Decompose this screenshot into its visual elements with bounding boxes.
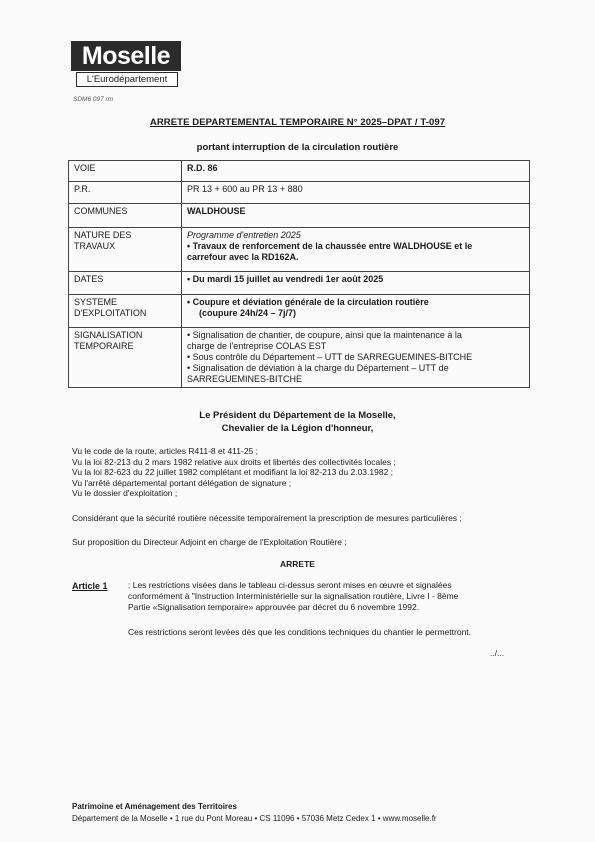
- table-row-signalisation: [69, 328, 530, 388]
- visas-list: [72, 446, 396, 499]
- nature-label: [69, 228, 182, 272]
- signalisation-line-2: charge de l'entreprise COLAS EST: [187, 341, 327, 351]
- continuation-mark: ../...: [490, 648, 505, 658]
- communes-value: WALDHOUSE: [182, 204, 530, 228]
- pr-label: P.R.: [69, 182, 182, 204]
- moselle-logo: [71, 41, 181, 89]
- dates-value: • Du mardi 15 juillet au vendredi 1er août 2025: [182, 272, 530, 295]
- signalisation-line-3: • Sous contrôle du Département – UTT de SARREGUEMINES-BITCHE: [187, 352, 473, 362]
- nature-program: Programme d'entretien 2025: [187, 230, 301, 240]
- nature-line-2: carrefour avec la RD162A.: [187, 252, 299, 262]
- president-heading: [60, 409, 535, 435]
- measures-table: [68, 160, 530, 388]
- president-line-1: Le Président du Département de la Moselle,: [199, 410, 396, 421]
- systeme-line-1: • Coupure et déviation générale de la circulation routière: [187, 297, 429, 307]
- communes-label: COMMUNES: [69, 204, 182, 228]
- systeme-label-1: SYSTEME: [74, 297, 118, 307]
- table-row-voie: [69, 161, 530, 182]
- systeme-label: [69, 295, 182, 328]
- signalisation-label-1: SIGNALISATION: [74, 330, 143, 340]
- article-1-line-1: : Les restrictions visées dans le tableau ci-dessus seront mises en œuvre et signalées: [128, 580, 452, 590]
- signalisation-label-2: TEMPORAIRE: [74, 341, 134, 351]
- systeme-label-2: D'EXPLOITATION: [74, 308, 147, 318]
- signalisation-value: [182, 328, 530, 388]
- footer-organization: Patrimoine et Aménagement des Territoires: [72, 802, 237, 811]
- visa-item: Vu l'arrêté départemental portant délégation de signature ;: [72, 477, 292, 488]
- proposition-paragraph: Sur proposition du Directeur Adjoint en charge de l'Exploitation Routière ;: [72, 537, 347, 547]
- nature-label-1: NATURE DES: [74, 230, 132, 240]
- arrete-heading: ARRETE: [280, 559, 315, 569]
- logo-tagline: L'Eurodépartement: [76, 72, 178, 87]
- handwritten-reference: SDM6 097 rm: [73, 96, 114, 103]
- document-title: ARRETE DEPARTEMENTAL TEMPORAIRE N° 2025–DPAT / T-097: [149, 117, 446, 128]
- table-row-nature: [69, 228, 530, 272]
- nature-label-2: TRAVAUX: [74, 241, 116, 251]
- visa-item: Vu le dossier d'exploitation ;: [72, 488, 178, 498]
- visa-item: Vu le code de la route, articles R411-8 et 411-25 ;: [72, 446, 259, 456]
- systeme-value: [182, 295, 530, 328]
- signalisation-label: [69, 328, 182, 388]
- table-row-pr: [69, 182, 530, 204]
- signalisation-line-1: • Signalisation de chantier, de coupure, ainsi que la maintenance à la: [187, 330, 462, 340]
- signalisation-line-4: • Signalisation de déviation à la charge du Département – UTT de: [187, 363, 449, 373]
- article-1-line-3: Partie «Signalisation temporaire» approuvée par décret du 6 novembre 1992.: [128, 602, 420, 612]
- considerant-paragraph: Considérant que la sécurité routière nécessite temporairement la prescription de mesures particulières ;: [72, 513, 462, 523]
- visa-item: Vu la loi 82-213 du 2 mars 1982 relative aux droits et libertés des collectivités locales ;: [72, 456, 396, 467]
- president-line-2: Chevalier de la Légion d'honneur,: [221, 423, 374, 434]
- logo-brand: Moselle: [71, 41, 181, 71]
- footer-address: Département de la Moselle • 1 rue du Pont Moreau • CS 11096 • 57036 Metz Cedex 1 • www.moselle.fr: [72, 814, 437, 823]
- voie-label: VOIE: [69, 161, 182, 182]
- systeme-line-2: (coupure 24h/24 – 7j/7): [199, 308, 297, 318]
- article-1-label: Article 1: [72, 581, 108, 591]
- table-row-dates: [69, 272, 530, 295]
- nature-line-1: • Travaux de renforcement de la chaussée entre WALDHOUSE et le: [187, 241, 473, 251]
- signalisation-line-5: SARREGUEMINES-BITCHE: [187, 374, 303, 384]
- article-1-text: [128, 580, 532, 613]
- dates-label: DATES: [69, 272, 182, 295]
- pr-value: PR 13 + 600 au PR 13 + 880: [182, 182, 530, 204]
- nature-value: [182, 228, 530, 272]
- table-row-systeme: [69, 295, 530, 328]
- restrictions-paragraph: Ces restrictions seront levées dès que les conditions techniques du chantier le permettront.: [128, 627, 472, 637]
- table-row-communes: [69, 204, 530, 228]
- page-footer: [72, 801, 437, 825]
- document-subtitle: portant interruption de la circulation routière: [196, 142, 399, 153]
- visa-item: Vu la loi 82-623 du 22 juillet 1982 complétant et modifiant la loi 82-213 du 2.03.1982 ;: [72, 467, 394, 477]
- article-1-line-2: conformément à "Instruction Interministérielle sur la signalisation routière, Livre I - 8ème: [128, 591, 459, 601]
- voie-value: R.D. 86: [182, 161, 530, 182]
